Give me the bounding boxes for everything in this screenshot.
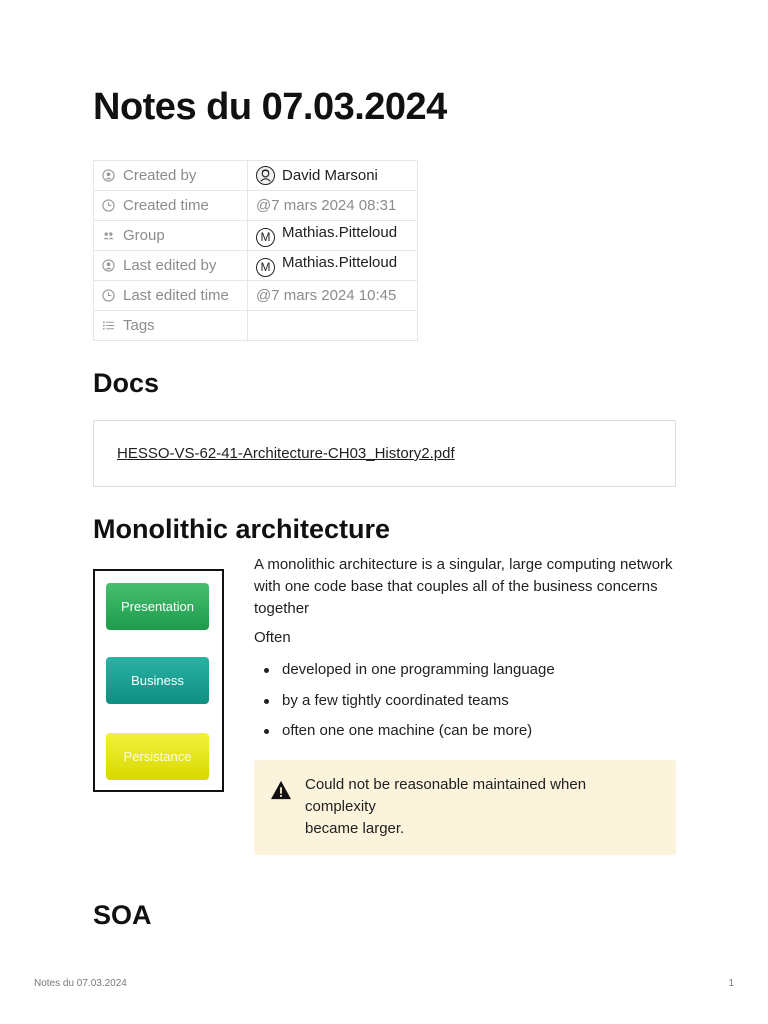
property-row-tags [94,311,418,341]
business-layer: Business [106,657,209,704]
property-key [94,311,248,341]
footer-doc-title: Notes du 07.03.2024 [34,978,127,989]
user-name[interactable]: David Marsoni [282,167,378,184]
list-item: developed in one programming language [254,658,555,689]
description-paragraph: A monolithic architecture is a singular, large computing network with one code base that couples all of the business concerns together [254,556,673,617]
property-value[interactable] [248,311,418,341]
property-row-group [94,221,418,251]
property-value[interactable] [248,161,418,191]
property-value[interactable] [248,251,418,281]
person-icon [102,259,115,272]
architecture-diagram [93,569,224,792]
footer-page-number: 1 [728,978,734,989]
user-photo-icon [257,167,274,184]
property-row-last-edited-time [94,281,418,311]
list-item: by a few tightly coordinated teams [254,689,555,720]
presentation-layer: Presentation [106,583,209,630]
properties-table [93,160,418,341]
property-key-label: Group [123,227,165,244]
file-link[interactable]: HESSO-VS-62-41-Architecture-CH03_History2.pdf [117,445,455,462]
avatar [256,166,275,185]
warning-icon [270,780,292,800]
user-name[interactable]: Mathias.Pitteloud [282,254,398,271]
property-row-last-edited-by [94,251,418,281]
property-key-label: Created by [123,167,197,184]
clock-icon [102,289,115,302]
user-name[interactable]: Mathias.Pitteloud [282,224,398,241]
property-value: @7 mars 2024 08:31 [248,191,418,221]
property-key [94,251,248,281]
property-row-created-time [94,191,418,221]
property-key [94,191,248,221]
people-icon [102,229,115,242]
warning-callout [254,760,676,855]
property-key [94,281,248,311]
property-key-label: Last edited time [123,287,229,304]
property-value: @7 mars 2024 10:45 [248,281,418,311]
often-label: Often [254,629,291,646]
docs-heading: Docs [93,368,160,398]
property-row-created-by [94,161,418,191]
page-title: Notes du 07.03.2024 [93,86,447,128]
list-icon [102,319,115,332]
file-attachment [93,420,676,487]
property-value[interactable] [248,221,418,251]
avatar: M [256,258,275,277]
property-key-label: Last edited by [123,257,217,274]
bullet-list [254,658,555,750]
list-item: often one one machine (can be more) [254,719,555,750]
clock-icon [102,199,115,212]
avatar: M [256,228,275,247]
person-icon [102,169,115,182]
monolithic-heading: Monolithic architecture [93,514,391,544]
property-key [94,221,248,251]
property-key-label: Created time [123,197,209,214]
persistance-layer: Persistance [106,733,209,780]
callout-text: Could not be reasonable maintained when complexity became larger. [305,776,587,837]
property-key-label: Tags [123,317,155,334]
soa-heading: SOA [93,900,152,930]
property-key [94,161,248,191]
